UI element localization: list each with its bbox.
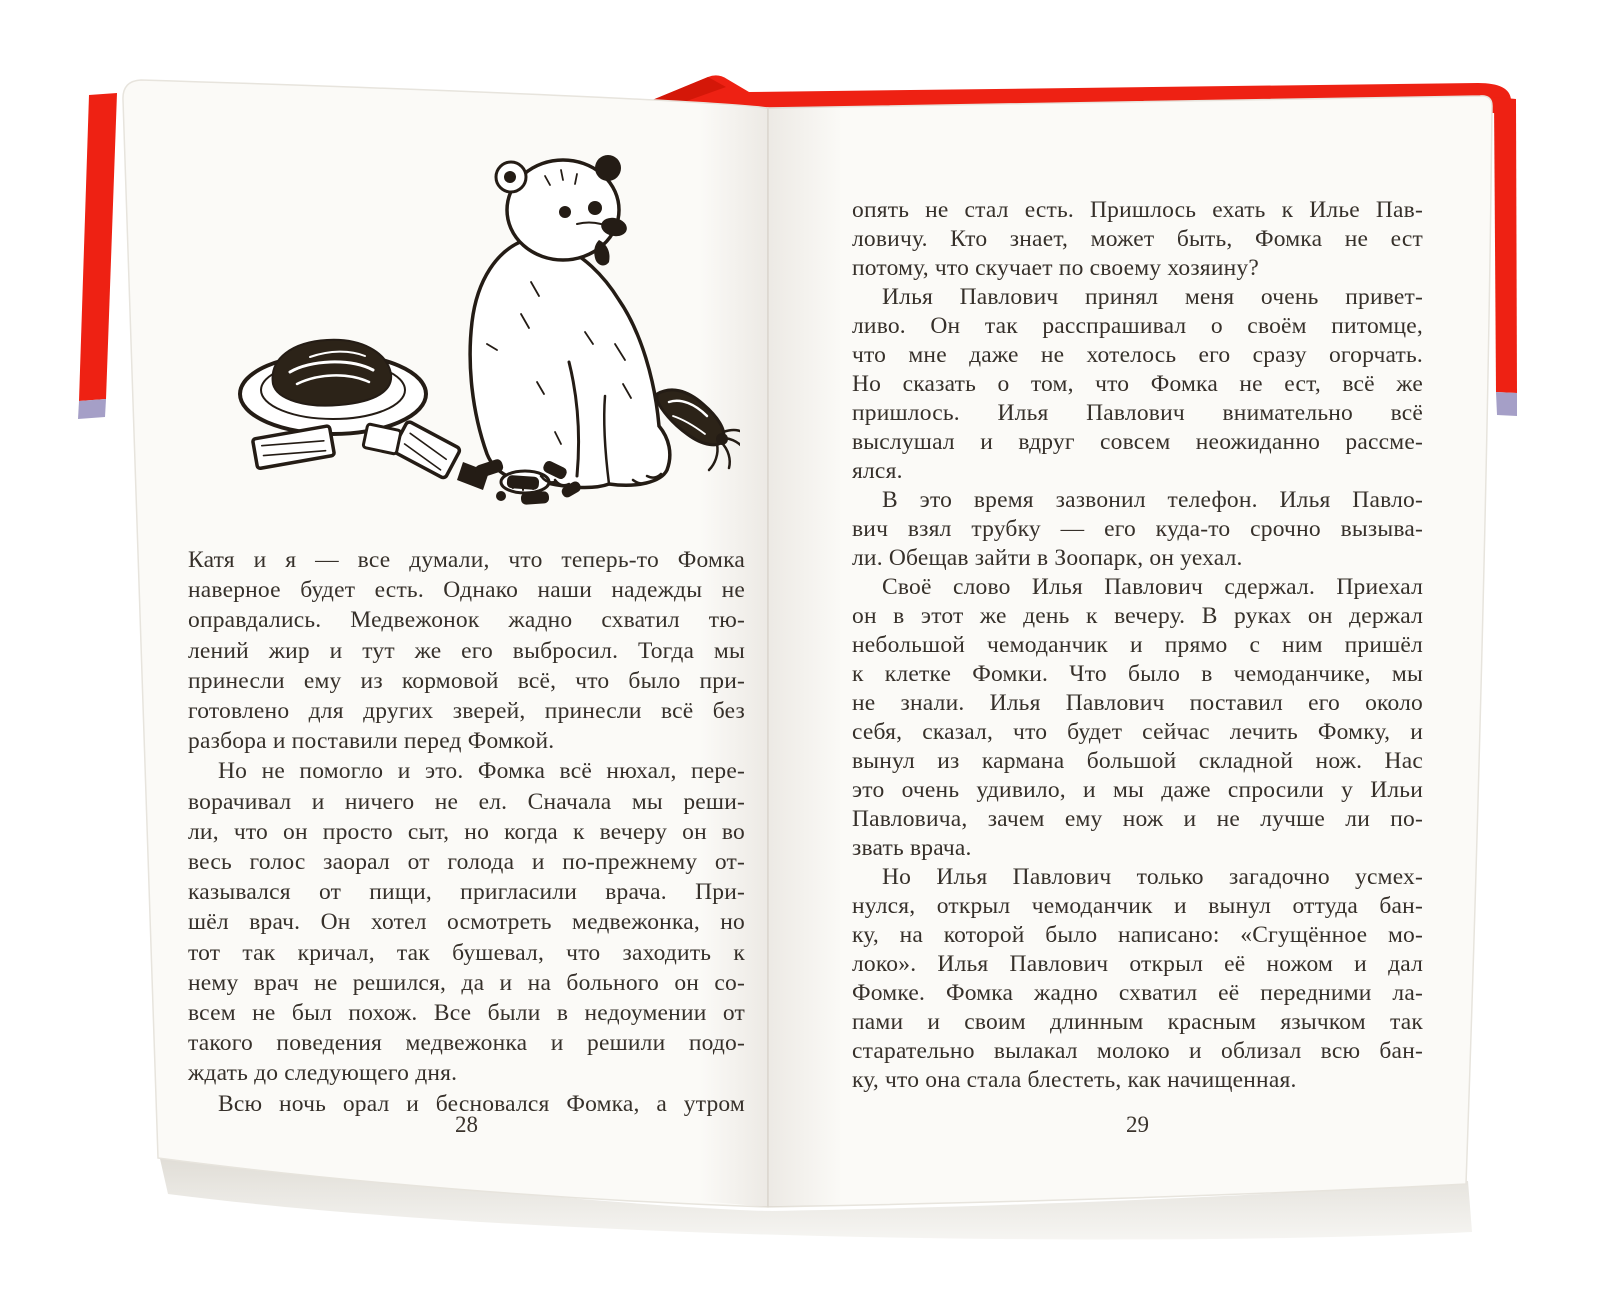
page-number-left: 28 — [455, 1112, 478, 1137]
text-line: ялся. — [852, 458, 903, 484]
text-line: оправдались. Медвежонок жадно схватил тю- — [188, 607, 745, 634]
bear-cub-illustration — [225, 132, 740, 527]
text-line: выслушал и вдруг совсем неожиданно рассме- — [852, 429, 1423, 455]
text-line: Катя и я — все думали, что теперь-то Фомка — [188, 547, 745, 573]
text-line: пришлось. Илья Павлович внимательно всё — [852, 400, 1423, 426]
text-line: наверное будет есть. Однако наши надежды не — [188, 577, 745, 604]
text-line: готовлено для других зверей, принесли всё без — [188, 698, 745, 725]
text-line: Но не помогло и это. Фомка всё нюхал, пере- — [218, 758, 745, 785]
text-line: казывался от пищи, пригласили врача. При- — [188, 879, 745, 906]
text-line: Но сказать о том, что Фомка не ест, всё же — [852, 371, 1423, 397]
text-line: небольшой чемоданчик и прямо с ним пришёл — [852, 632, 1423, 658]
text-line: старательно вылакал молоко и облизал всю бан- — [852, 1038, 1423, 1064]
text-line: Но Илья Павлович только загадочно усмех- — [882, 864, 1423, 890]
text-line: весь голос заорал от голода и по-прежнему от- — [188, 849, 745, 876]
text-line: опять не стал есть. Пришлось ехать к Илье Пав- — [852, 197, 1423, 223]
text-line: себя, сказал, что будет сейчас лечить Фомку, и — [852, 719, 1423, 745]
text-line: ку, на которой было написано: «Сгущённое мо- — [852, 922, 1423, 948]
text-line: всем не был похож. Все были в недоумении от — [188, 1000, 745, 1027]
cover-left-edge — [79, 93, 117, 401]
text-line: Павловича, зачем ему нож и не лучше ли по- — [852, 806, 1423, 832]
text-line: ли, что он просто сыт, но когда к вечеру он во — [188, 818, 745, 845]
text-line: Своё слово Илья Павлович сдержал. Приехал — [882, 574, 1423, 600]
page-number-right: 29 — [1126, 1112, 1149, 1137]
text-line: лений жир и тут же его выбросил. Тогда мы — [188, 637, 745, 664]
text-line: не знали. Илья Павлович поставил его около — [852, 690, 1423, 716]
right-page-text — [852, 196, 1423, 1095]
text-line: ворачивал и ничего не ел. Сначала мы реши- — [188, 788, 745, 815]
text-line: к клетке Фомки. Что было в чемоданчике, мы — [852, 661, 1423, 687]
cover-right-edge — [1494, 97, 1517, 393]
text-line: ливо. Он так расспрашивал о своём питомце, — [852, 313, 1423, 339]
text-line: нулся, открыл чемоданчик и вынул оттуда бан- — [852, 893, 1423, 919]
text-line: ку, что она стала блестеть, как начищенная. — [852, 1067, 1297, 1093]
text-line: звать врача. — [852, 835, 972, 861]
text-line: что мне даже не хотелось его сразу огорчать. — [852, 342, 1423, 368]
text-line: ли. Обещав зайти в Зоопарк, он уехал. — [852, 545, 1243, 571]
plate-with-ham — [240, 340, 426, 434]
cover-stripe-right — [1496, 392, 1517, 416]
text-line: разбора и поставили перед Фомкой. — [188, 728, 555, 755]
text-line: Илья Павлович принял меня очень привет- — [882, 284, 1423, 310]
text-line: он в этот же день к вечеру. В руках он держал — [852, 603, 1423, 629]
text-line: это очень удивило, и мы даже спросили у Ильи — [852, 777, 1423, 803]
text-line: Всю ночь орал и бесновался Фомка, а утром — [218, 1090, 745, 1117]
cover-stripe-left — [78, 399, 106, 419]
text-line: ждать до следующего дня. — [188, 1060, 458, 1087]
text-line: тот так кричал, так бушевал, что заходить к — [188, 939, 745, 966]
text-line: потому, что скучает по своему хозяину? — [852, 255, 1259, 281]
text-line: локо». Илья Павлович открыл её ножом и дал — [852, 951, 1423, 977]
text-line: нему врач не решился, да и на больного он со- — [188, 969, 745, 996]
text-line: вынул из кармана большой складной нож. Нас — [852, 748, 1423, 774]
text-line: Фомке. Фомка жадно схватил её передними ла- — [852, 980, 1423, 1006]
text-line: пами и своим длинным красным язычком так — [852, 1009, 1423, 1035]
text-line: ловичу. Кто знает, может быть, Фомка не ест — [852, 226, 1423, 252]
spine-shadow-right — [768, 105, 842, 1207]
text-line: вич взял трубку — его куда-то срочно вызыва- — [852, 516, 1423, 542]
text-line: такого поведения медвежонка и решили подо- — [188, 1030, 745, 1057]
text-line: принесли ему из кормовой всё, что было при- — [188, 667, 745, 694]
text-line: В это время зазвонил телефон. Илья Павло- — [882, 487, 1423, 513]
bear-cub — [470, 155, 670, 493]
text-line: шёл врач. Он хотел осмотреть медвежонка, но — [188, 909, 745, 936]
left-page-text — [188, 545, 745, 1119]
